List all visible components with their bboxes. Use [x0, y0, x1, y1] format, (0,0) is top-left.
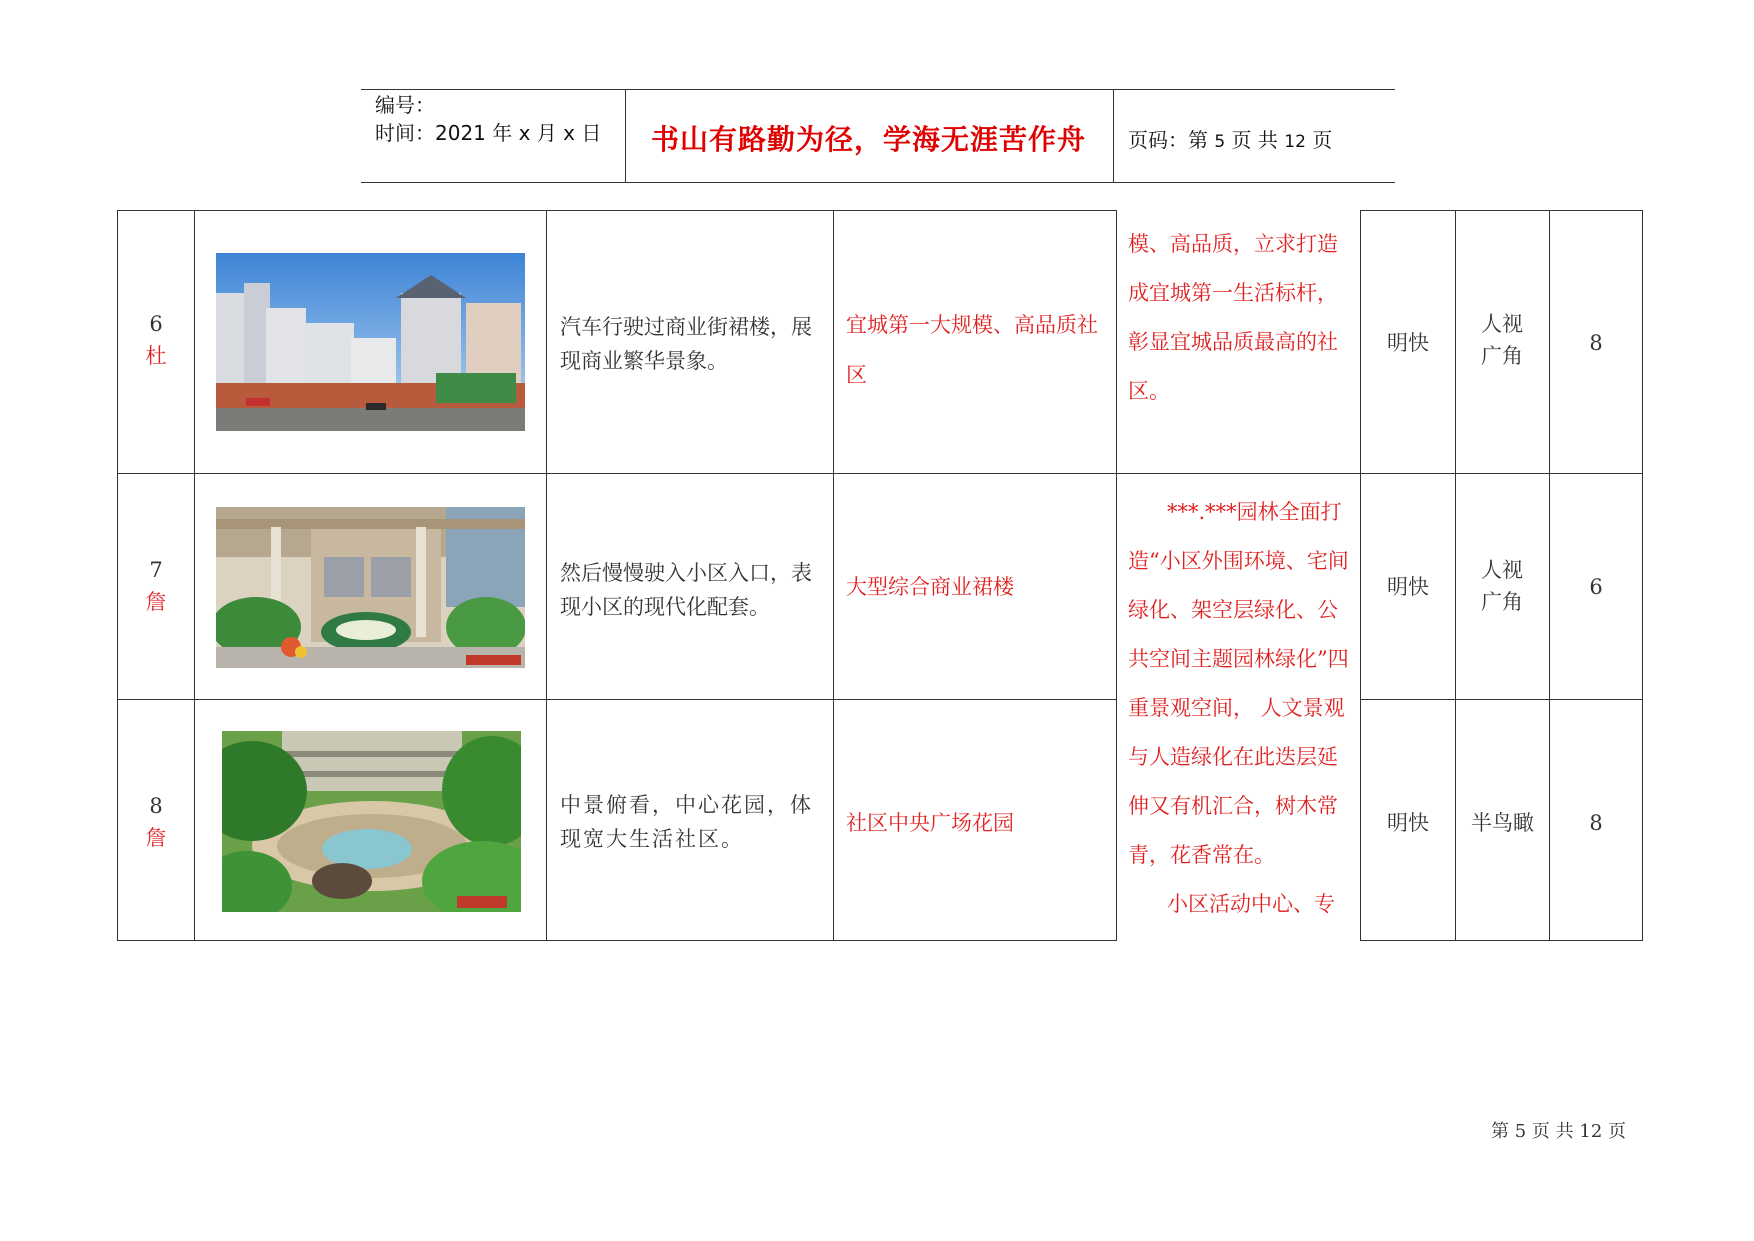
- page-current: 5: [1214, 132, 1226, 152]
- table-rule: [117, 210, 1117, 211]
- table-rule: [546, 210, 547, 941]
- footer-prefix: 第: [1491, 1121, 1509, 1142]
- shot-seconds: 8: [1589, 811, 1603, 835]
- page-title: 书山有路勤为径，学海无涯苦作舟: [651, 123, 1087, 156]
- shot-number: 7: [149, 558, 163, 582]
- page-middle: 页 共: [1231, 128, 1278, 152]
- table-rule: [117, 699, 1117, 700]
- number-label: 编号：: [375, 93, 435, 117]
- table-rule: [1360, 699, 1643, 700]
- page-total: 12: [1284, 132, 1306, 152]
- table-rule: [1360, 210, 1643, 211]
- narration-middle: 造“小区外围环境、宅间绿化、架空层绿化、公共空间主题园林绿化”四重景观空间， 人文景观与人造绿化在此迭层延伸又有机汇合，树木常青，花香常在。: [1128, 549, 1349, 867]
- shot-tag: 詹: [145, 826, 167, 850]
- shot-seconds: 6: [1589, 575, 1603, 599]
- shot-angle: 人视广角: [1481, 558, 1523, 614]
- shot-caption: 社区中央广场花园: [846, 811, 1014, 835]
- narration-bottom-line: 小区活动中心、专: [1167, 892, 1335, 916]
- header-divider: [1113, 89, 1114, 183]
- table-rule: [1642, 210, 1643, 941]
- narration-top: 模、高品质，立求打造成宜城第一生活标杆，彰显宜城品质最高的社区。: [1128, 232, 1338, 403]
- table-rule: [833, 210, 834, 941]
- page-indicator: [1128, 124, 1332, 153]
- shot-mood: 明快: [1387, 331, 1429, 355]
- shot-number: 8: [149, 794, 163, 818]
- page-footer: [1491, 1117, 1626, 1143]
- shot-description: 然后慢慢驶入小区入口，表现小区的现代化配套。: [560, 561, 812, 619]
- footer-total: 12: [1579, 1121, 1603, 1142]
- shot-description: 中景俯看，中心花园，体现宽大生活社区。: [560, 793, 813, 851]
- shot-mood: 明快: [1387, 811, 1429, 835]
- shot-number: 6: [149, 312, 163, 336]
- central-garden-icon: [222, 731, 521, 912]
- header-divider: [625, 89, 626, 183]
- table-rule: [117, 473, 1643, 474]
- date-label: 时间：2021 年 x 月 x 日: [375, 121, 602, 145]
- shot-angle: 半鸟瞰: [1471, 811, 1534, 835]
- page-prefix: 页码：第: [1128, 128, 1208, 152]
- footer-middle: 页 共: [1531, 1121, 1574, 1142]
- header-bottom-rule: [361, 182, 1395, 183]
- table-rule: [1360, 940, 1643, 941]
- table-rule: [117, 940, 1117, 941]
- header-top-rule: [361, 89, 1395, 90]
- table-rule: [1116, 210, 1117, 941]
- footer-suffix: 页: [1608, 1121, 1627, 1142]
- shot-angle: 人视广角: [1481, 312, 1523, 368]
- footer-current: 5: [1514, 1121, 1527, 1142]
- community-gate-icon: [216, 507, 525, 668]
- shot-tag: 杜: [145, 344, 167, 368]
- shot-seconds: 8: [1589, 331, 1603, 355]
- shot-caption: 宜城第一大规模、高品质社区: [846, 313, 1098, 387]
- shot-tag: 詹: [145, 590, 167, 614]
- shot-description: 汽车行驶过商业街裙楼，展现商业繁华景象。: [560, 315, 812, 373]
- narration-middle-first-line: ***.***园林全面打: [1167, 500, 1342, 524]
- page-suffix: 页: [1312, 128, 1333, 152]
- shot-mood: 明快: [1387, 575, 1429, 599]
- table-rule: [194, 210, 195, 941]
- shot-caption: 大型综合商业裙楼: [846, 575, 1014, 599]
- street-buildings-icon: [216, 253, 525, 431]
